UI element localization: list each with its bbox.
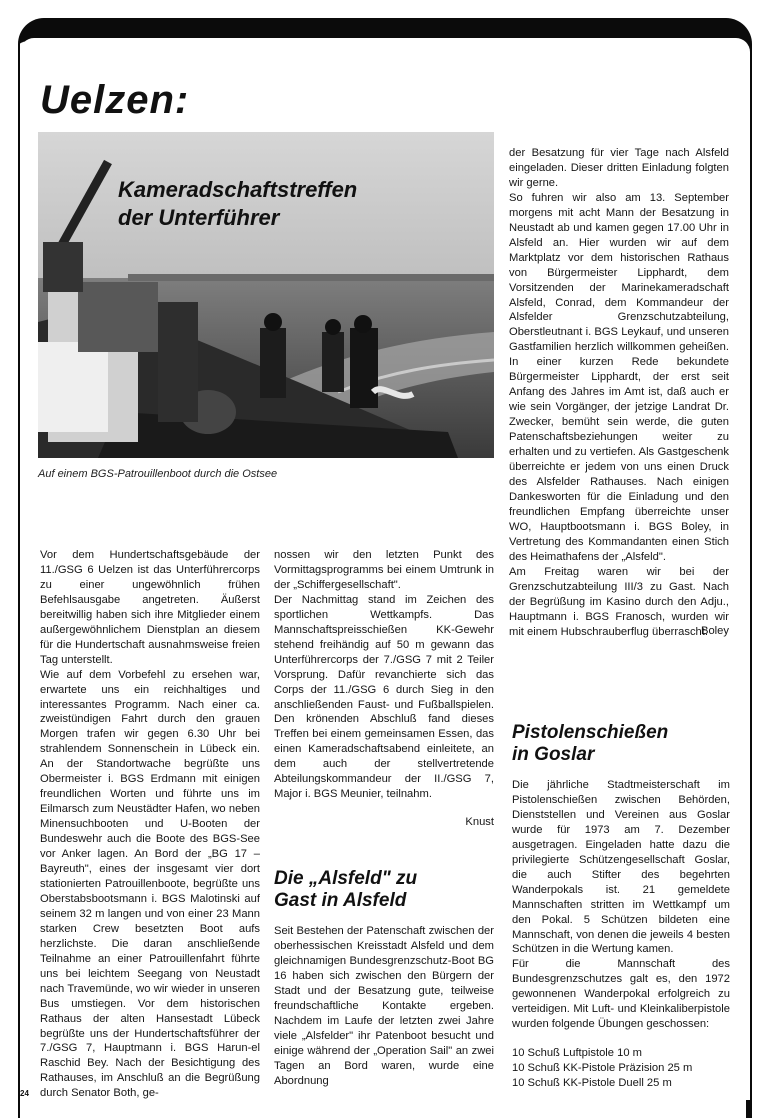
article2-headline-line1: Die „Alsfeld" zu (274, 868, 418, 889)
article3-headline-line1: Pistolenschießen (512, 722, 669, 743)
article1-paragraph: nossen wir den letzten Punkt des Vormittagsprogramms bei einem Umtrunk in der „Schiffergesellschaft". (274, 549, 494, 591)
exercise-item: 10 Schuß Luftpistole 10 m (512, 1047, 642, 1060)
photo-caption: Auf einem BGS-Patrouillenboot durch die Ostsee (38, 468, 278, 480)
article2-headline (274, 868, 417, 912)
article2-headline-line2: Gast in Alsfeld (274, 890, 407, 911)
article1-headline-line2: der Unterführer (118, 205, 280, 230)
article1-headline (118, 176, 357, 232)
article2-paragraph: Seit Bestehen der Patenschaft zwischen der oberhessischen Kreisstadt Alsfeld und dem gleichnamigen Bundesgrenzschutz-Boot BG 16 haben sich zwischen den Bürgern der Stadt und der Besatzung gute, teilweise freundschaftliche Kontakte ergeben. Nachdem im Laufe der letzten zwei Jahre viele „Alsfelder" ihr Patenboot besucht und einige während der „Operation Sail" an zwei Tagen an Bord waren, wurde eine Abordnung (274, 925, 494, 1087)
article2-signature: Boley (701, 625, 729, 638)
article1-paragraph: Wie auf dem Vorbefehl zu ersehen war, erwartete uns ein reichhaltiges und interessantes Programm. Nach einer ca. zweistündigen Fahrt durch den grauen Morgen trafen wir gegen 6.30 Uhr bei strahlendem Sonnenschein in Lübeck ein. An der Standortwache begrüßte uns Obermeister i. BGS Erdmann mit einigen freundlichen Worten und führte uns im Eilmarsch zum Neustädter Hafen, wo neben Minensuchbooten und U-Booten der Bundeswehr auch die Boote des BGS-See vor Anker lagen. An Bord der „BG 17 – Bayreuth", eines der insgesamt vier dort stationierten Patrouillenboote, begrüßte uns Oberstabsbootsmann i. BGS Malotinski auf seinem 32 m langen und von einer 23 Mann starken Crew besetzten Boot aufs herzlichste. Die daran anschließende Teilnahme an einer Patrouillenfahrt führte uns bei leichtem Seegang von Neustadt nach Travemünde, wo wir wieder in unseren Bus umstiegen. Vor dem historischen Rathaus der alten Hansestadt Lübeck begrüßte uns der Hundertschaftsführer der 7./GSG 7, Hauptmann i. BGS Harun-el Raschid Bey. Nach der Besichtigung des Rathauses, im Anschluß an die Begrüßung durch Senator Both, ge- (40, 668, 260, 1100)
article2-paragraph: So fuhren wir also am 13. September morgens mit acht Mann der Besatzung in Neustadt ab und kamen gegen 17.00 Uhr in Alsfeld an. Hier wurden wir auf dem Marktplatz vor dem historischen Rathaus von Bürgermeister Lipphardt, dem Vorsitzenden der Marinekameradschaft Alsfeld, Conrad, dem Kommandeur der Alsfelder Grenzschutzabteilung, Oberstleutnant i. BGS Leykauf, und unseren Gastfamilien herzlich willkommen geheißen. In einer kurzen Rede bekundete Bürgermeister Lipphardt, der erst seit Anfang des Jahres im Amt ist, daß auch er wie sein Vorgänger, der jetzige Landrat Dr. Zwecker, bemüht sein werde, die guten Patenschaftsbeziehungen weiter zu erhalten und zu vertiefen. Als Gastgeschenk überreichte er jedem von uns einen Druck des Alsfelder Rathauses. Nach einigen Dankesworten für die Einladung und den freundlichen Empfang überreichte unser WO, Hauptbootsmann i. BGS Boley, in Vertretung des Kommandanten einen Stich des Heimathafens der „Alsfeld". (509, 191, 729, 563)
article3-headline (512, 722, 668, 766)
exercise-item: 10 Schuß KK-Pistole Duell 25 m (512, 1077, 672, 1090)
article1-signature: Knust (465, 816, 494, 829)
article1-paragraph: Der Nachmittag stand im Zeichen des sportlichen Wettkampfs. Das Mannschaftspreisschießen KK-Gewehr stehend freihändig auf 50 m gewann das Unterführercorps der 7./GSG 7 mit 2 Teiler Vorsprung. Dafür revanchierte sich das Corps der 11./GSG 6 durch Sieg in den anschließenden Faust- und Fußballspielen. Den krönenden Abschluß fand dieses Treffen bei einem gemeinsamen Essen, das einen Kameradschaftsabend einleitete, an dem auch der stellvertretende Abteilungskommandeur der II./GSG 7, Major i. BGS Meunier, teilnahm. (274, 593, 494, 801)
article1-column-1 (40, 548, 260, 1101)
page-number: 24 (20, 1089, 29, 1098)
article1-paragraph: Vor dem Hundertschaftsgebäude der 11./GSG 6 Uelzen ist das Unterführercorps zu einer ungewöhnlich frühen Befehlsausgabe angetreten. Äußerst bereitwillig haben sich ihre Mitglieder einem außergewöhnlichem Dienstplan an diesem für die Hundertschaft ausnahmsweise freien Tag unterstellt. (40, 549, 260, 666)
article3-headline-line2: in Goslar (512, 744, 595, 765)
article3-paragraph: Für die Mannschaft des Bundesgrenzschutzes galt es, den 1972 gewonnenen Wanderpokal erfolgreich zu verteidigen. Mit Luft- und Kleinkaliberpistole wurden folgende Übungen geschossen: (512, 958, 730, 1031)
article2-column-2 (274, 924, 494, 1088)
article3-column-3 (512, 778, 730, 1091)
article2-paragraph: der Besatzung für vier Tage nach Alsfeld eingeladen. Dieser dritten Einladung folgten wir gerne. (509, 147, 729, 189)
article3-paragraph: Die jährliche Stadtmeisterschaft im Pistolenschießen zwischen Behörden, Dienststellen und Vereinen aus Goslar wurde für 1973 am 7. Dezember ausgetragen. Eingeladen hatte dazu die privilegierte Schützengesellschaft Goslar, die auch Stifter des begehrten Wanderpokals ist. 21 gemeldete Mannschaften stritten im Wettkampf um den Pokal. 5 Schützen bildeten eine Mannschaft, von denen die jeweils 4 besten Schützen in die Wertung kamen. (512, 779, 730, 956)
exercise-item: 10 Schuß KK-Pistole Präzision 25 m (512, 1062, 693, 1075)
article1-headline-line1: Kameradschaftstreffen (118, 177, 358, 202)
article1-column-2 (274, 548, 494, 830)
boat-photo (38, 132, 494, 458)
masthead: Uelzen: (40, 78, 190, 122)
article2-column-3 (509, 146, 729, 639)
article2-paragraph: Am Freitag waren wir bei der Grenzschutzabteilung III/3 zu Gast. Nach der Begrüßung im Kasino durch den Adju., Hauptmann i. BGS Franosch, wurden wir mit einem Hubschrauberflug überrascht. (509, 565, 729, 638)
